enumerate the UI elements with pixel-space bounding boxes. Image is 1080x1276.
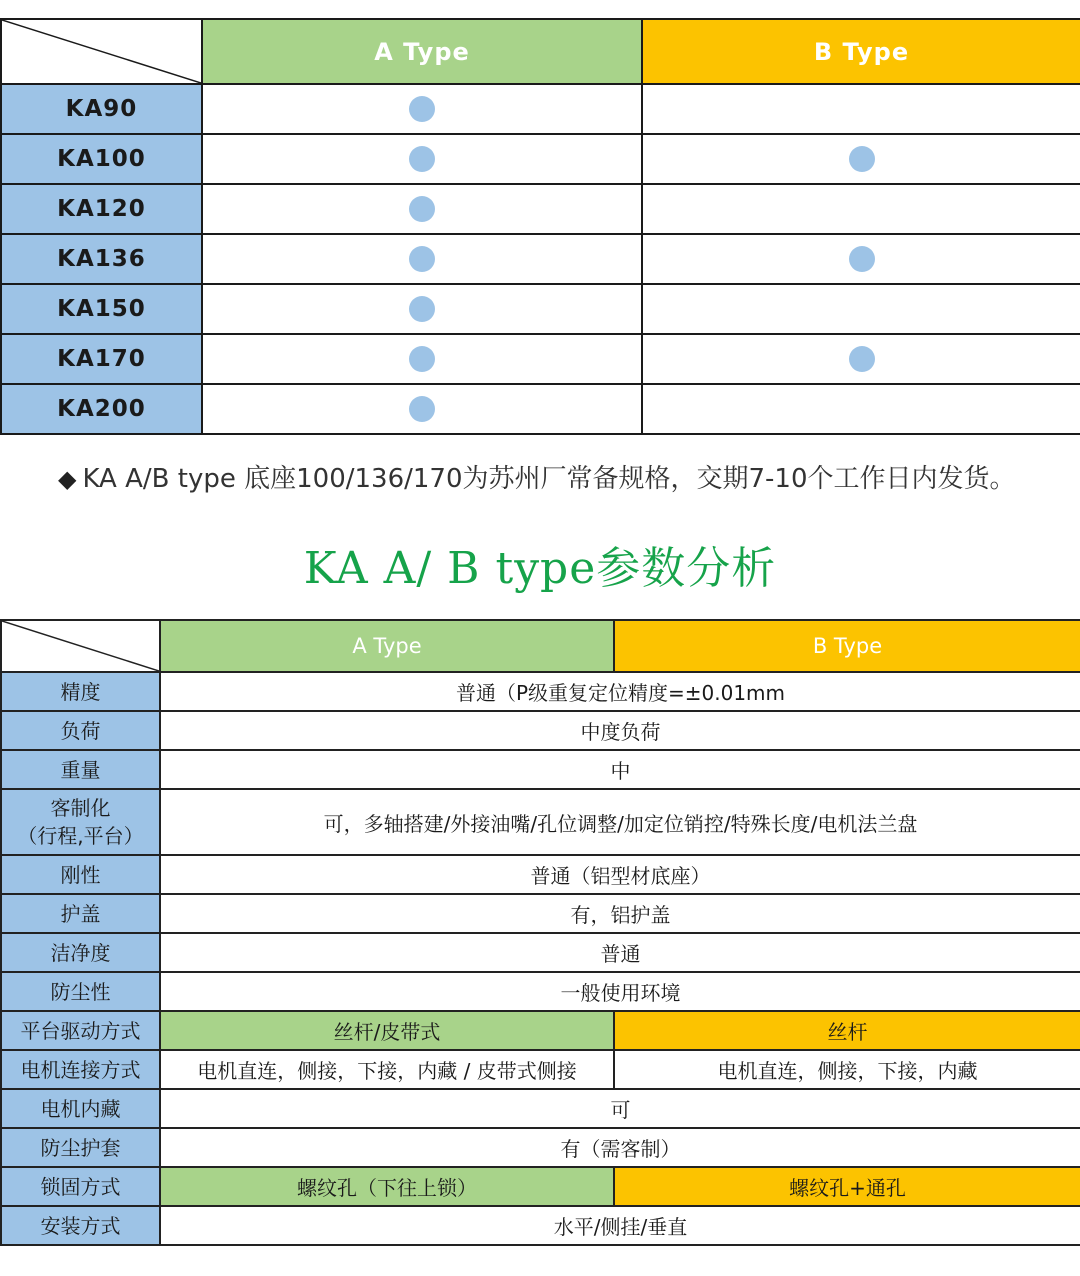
- param-label: 防尘性: [1, 972, 160, 1011]
- param-value: 可，多轴搭建/外接油嘴/孔位调整/加定位销控/特殊长度/电机法兰盘: [160, 789, 1080, 855]
- available-dot-icon: [409, 296, 435, 322]
- param-value: 普通（铝型材底座）: [160, 855, 1080, 894]
- corner-cell: [1, 620, 160, 672]
- model-label: KA100: [1, 134, 202, 184]
- diagonal-line: [2, 20, 201, 83]
- table-row: [1, 789, 1080, 855]
- available-dot-icon: [849, 146, 875, 172]
- available-dot-icon: [409, 246, 435, 272]
- model-label: KA120: [1, 184, 202, 234]
- param-label: 护盖: [1, 894, 160, 933]
- param-value: 普通（P级重复定位精度=±0.01mm: [160, 672, 1080, 711]
- b-type-cell: [642, 384, 1080, 434]
- model-label: KA150: [1, 284, 202, 334]
- model-availability-table: [0, 18, 1080, 435]
- corner-cell: [1, 19, 202, 84]
- param-label: 电机连接方式: [1, 1050, 160, 1089]
- b-type-cell: [642, 234, 1080, 284]
- b-type-cell: [642, 334, 1080, 384]
- available-dot-icon: [409, 96, 435, 122]
- model-label: KA90: [1, 84, 202, 134]
- param-value-a: 螺纹孔（下往上锁）: [160, 1167, 614, 1206]
- param-label-line2: （行程,平台）: [17, 824, 144, 848]
- section-title: KA A/ B type参数分析: [303, 543, 777, 594]
- param-label: 精度: [1, 672, 160, 711]
- param-value: 有，铝护盖: [160, 894, 1080, 933]
- a-type-cell: [202, 284, 642, 334]
- available-dot-icon: [409, 196, 435, 222]
- table-row: [1, 84, 1080, 134]
- param-label: 平台驱动方式: [1, 1011, 160, 1050]
- available-dot-icon: [409, 346, 435, 372]
- param-label: 洁净度: [1, 933, 160, 972]
- param-value: 有（需客制）: [160, 1128, 1080, 1167]
- param-value-b: 丝杆: [614, 1011, 1080, 1050]
- model-label: KA200: [1, 384, 202, 434]
- table-row: [1, 1128, 1080, 1167]
- available-dot-icon: [409, 396, 435, 422]
- table-row: [1, 711, 1080, 750]
- param-value: 普通: [160, 933, 1080, 972]
- header-b-type: B Type: [614, 620, 1080, 672]
- param-label: 负荷: [1, 711, 160, 750]
- available-dot-icon: [409, 146, 435, 172]
- table-row: [1, 972, 1080, 1011]
- table-row: [1, 384, 1080, 434]
- param-value: 可: [160, 1089, 1080, 1128]
- table-row: [1, 933, 1080, 972]
- b-type-cell: [642, 134, 1080, 184]
- b-type-cell: [642, 184, 1080, 234]
- table-row: [1, 1050, 1080, 1089]
- a-type-cell: [202, 334, 642, 384]
- param-value-a: 电机直连，侧接，下接，内藏 / 皮带式侧接: [160, 1050, 614, 1089]
- table-row: [1, 672, 1080, 711]
- param-value: 中度负荷: [160, 711, 1080, 750]
- model-label: KA136: [1, 234, 202, 284]
- param-label: 重量: [1, 750, 160, 789]
- a-type-cell: [202, 384, 642, 434]
- parameter-table: [0, 619, 1080, 1246]
- a-type-cell: [202, 234, 642, 284]
- available-dot-icon: [849, 346, 875, 372]
- table-row: [1, 1167, 1080, 1206]
- model-label: KA170: [1, 334, 202, 384]
- param-label: 电机内藏: [1, 1089, 160, 1128]
- param-value-a: 丝杆/皮带式: [160, 1011, 614, 1050]
- table-row: [1, 894, 1080, 933]
- param-label: 锁固方式: [1, 1167, 160, 1206]
- param-label: 防尘护套: [1, 1128, 160, 1167]
- table-row: [1, 184, 1080, 234]
- param-label: [1, 789, 160, 855]
- param-value: 中: [160, 750, 1080, 789]
- b-type-cell: [642, 84, 1080, 134]
- a-type-cell: [202, 134, 642, 184]
- table-row: [1, 750, 1080, 789]
- table-row: [1, 284, 1080, 334]
- table-row: [1, 334, 1080, 384]
- diagonal-line: [2, 621, 159, 671]
- param-value: 水平/侧挂/垂直: [160, 1206, 1080, 1245]
- table-row: [1, 1011, 1080, 1050]
- table-row: [1, 855, 1080, 894]
- stock-note: [58, 458, 1068, 495]
- available-dot-icon: [849, 246, 875, 272]
- stock-note-text: KA A/B type 底座100/136/170为苏州厂常备规格，交期7-10个工作日内发货。: [82, 464, 1016, 494]
- a-type-cell: [202, 184, 642, 234]
- table-row: [1, 1089, 1080, 1128]
- param-label: 刚性: [1, 855, 160, 894]
- param-value-b: 电机直连，侧接，下接，内藏: [614, 1050, 1080, 1089]
- table-row: [1, 234, 1080, 284]
- a-type-cell: [202, 84, 642, 134]
- table-row: [1, 1206, 1080, 1245]
- param-label: 安装方式: [1, 1206, 160, 1245]
- param-value: 一般使用环境: [160, 972, 1080, 1011]
- header-b-type: B Type: [642, 19, 1080, 84]
- table-header-row: [1, 620, 1080, 672]
- b-type-cell: [642, 284, 1080, 334]
- header-a-type: A Type: [160, 620, 614, 672]
- table-row: [1, 134, 1080, 184]
- param-label-line1: 客制化: [50, 796, 111, 820]
- header-a-type: A Type: [202, 19, 642, 84]
- diamond-bullet-icon: ◆: [58, 465, 77, 493]
- table-header-row: [1, 19, 1080, 84]
- param-value-b: 螺纹孔+通孔: [614, 1167, 1080, 1206]
